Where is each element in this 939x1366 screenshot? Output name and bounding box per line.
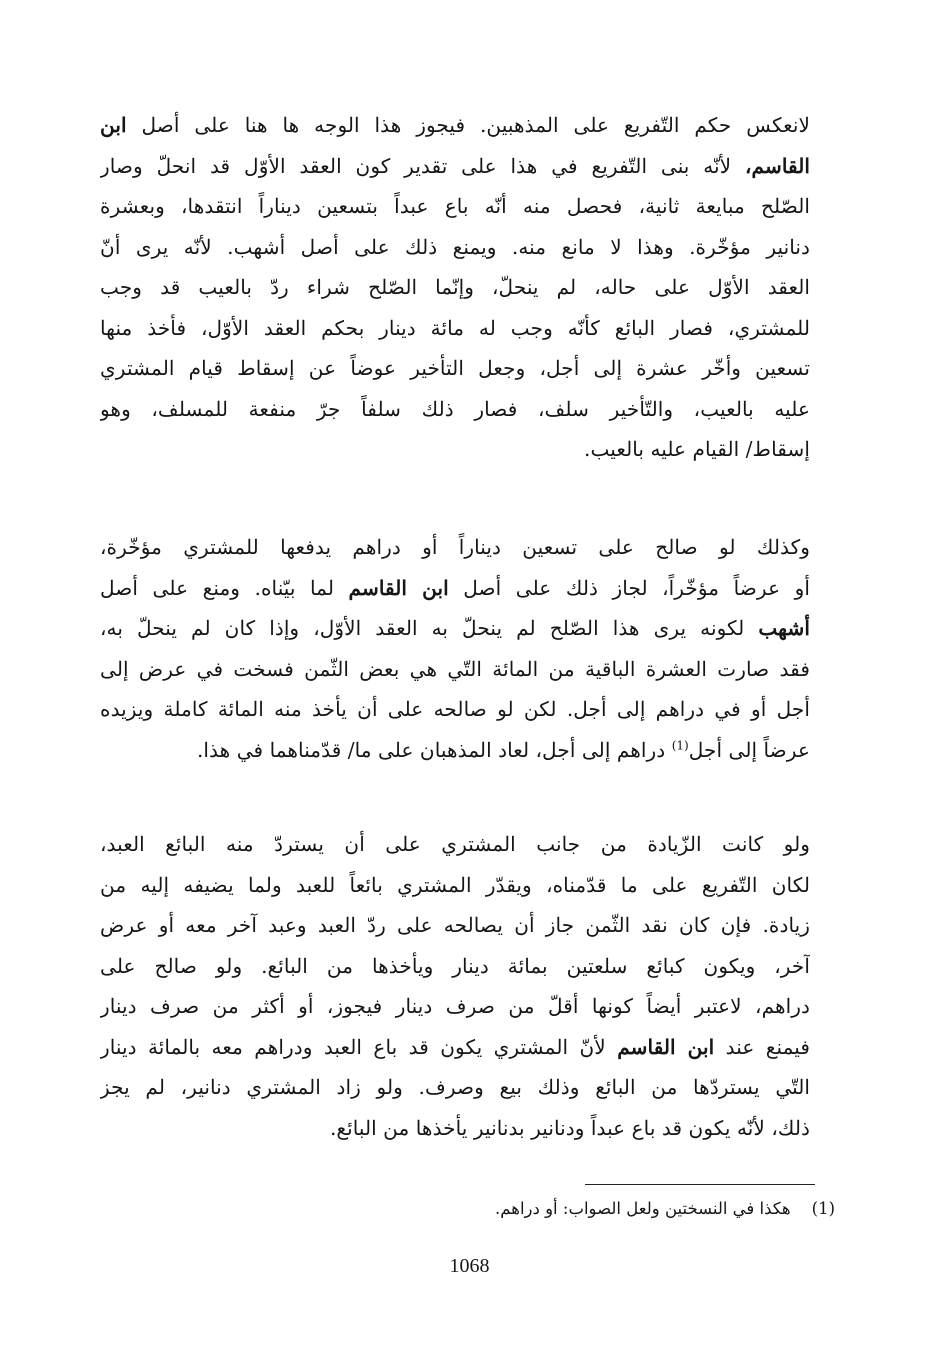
text-line: [100, 186, 810, 227]
page-number: 1068: [449, 1255, 490, 1277]
text-line: [100, 649, 810, 690]
text-line: [100, 608, 810, 649]
text-line: [100, 146, 810, 187]
text-line: [100, 730, 810, 771]
text-segment: فيمنع عند: [714, 1034, 810, 1059]
text-segment: فقد صارت العشرة الباقية من المائة التّي هي بعض الثّمن فسخت في عرض إلى: [100, 656, 810, 681]
text-segment: للمشتري، فصار البائع كأنّه وجب له مائة دينار بحكم العقد الأوّل، فأخذ منها: [100, 315, 810, 340]
text-line: [100, 865, 810, 906]
text-segment: دراهم، لاعتبر أيضاً كونها أقلّ من صرف دينار فيجوز، أو أكثر من صرف دينار: [100, 994, 810, 1018]
text-segment: العقد الأوّل على حاله، لم ينحلّ، وإنّما الصّلح شراء ردّ بالعيب قد وجب: [100, 275, 810, 299]
text-segment: زيادة. فإن كان نقد الثّمن جاز أن يصالحه على ردّ العبد وعبد آخر معه أو عرض: [100, 913, 810, 937]
text-line: [100, 527, 810, 568]
text-segment: إسقاط/ القيام عليه بالعيب.: [584, 437, 810, 461]
text-segment: لكونه يرى هذا الصّلح لم ينحلّ به العقد الأوّل، وإذا كان لم ينحلّ به،: [100, 616, 759, 640]
text-line: [100, 905, 810, 946]
text-line: [100, 429, 810, 470]
text-segment: عليه بالعيب، والتّأخير سلف، فصار ذلك سلفاً جرّ منفعة للمسلف، وهو: [100, 396, 810, 421]
text-segment: أجل أو في دراهم إلى أجل. لكن لو صالحه على أن يأخذ منه المائة كاملة ويزيده: [100, 697, 810, 721]
bold-name: أشهب: [758, 616, 810, 640]
text-line: [100, 105, 810, 146]
text-segment: آخر، ويكون كبائع سلعتين بمائة دينار ويأخذها من البائع. ولو صالح على: [100, 953, 810, 978]
text-segment: دنانير مؤخّرة. وهذا لا مانع منه. ويمنع ذلك على أصل أشهب. لأنّه يرى أنّ: [100, 234, 810, 259]
footnote: [300, 1196, 835, 1222]
text-segment: أو عرضاً مؤخّراً، لجاز ذلك على أصل: [448, 575, 810, 600]
text-line: [100, 308, 810, 349]
paragraph-1: [100, 105, 810, 470]
bold-name: ابن القاسم: [348, 575, 449, 600]
text-segment: وكذلك لو صالح على تسعين ديناراً أو دراهم يدفعها للمشتري مؤخّرة،: [100, 535, 810, 559]
text-segment: الصّلح مبايعة ثانية، فحصل منه أنّه باع عبداً بتسعين ديناراً انتقدها، وبعشرة: [100, 194, 810, 218]
text-segment: ذلك، لأنّه يكون قد باع عبداً ودنانير بدنانير يأخذها من البائع.: [329, 1115, 810, 1140]
footnote-number: (1): [811, 1199, 835, 1218]
text-line: [100, 348, 810, 389]
footnote-text: هكذا في النسختين ولعل الصواب: أو دراهم.: [495, 1199, 791, 1218]
text-segment: لانعكس حكم التّفريع على المذهبين. فيجوز هذا الوجه ها هنا على أصل: [126, 113, 810, 137]
bold-name: ابن: [100, 113, 127, 137]
text-segment: لكان التّفريع على ما قدّمناه، ويقدّر المشتري بائعاً للعبد ولما يضيفه إليه من: [100, 872, 810, 897]
text-line: [100, 227, 810, 268]
text-line: [100, 267, 810, 308]
bold-name: القاسم،: [745, 153, 810, 178]
text-segment: التّي يستردّها من البائع وذلك بيع وصرف. ولو زاد المشتري دنانير، لم يجز: [100, 1075, 810, 1099]
text-line: [100, 824, 810, 865]
text-segment: لأنّ المشتري يكون قد باع العبد ودراهم معه بالمائة دينار: [100, 1034, 618, 1059]
text-line: [100, 1067, 810, 1108]
text-line: [100, 1027, 810, 1068]
text-line: [100, 946, 810, 987]
text-line: [100, 389, 810, 430]
text-segment: دراهم إلى أجل، لعاد المذهبان على ما/ قدّمناهما في هذا.: [197, 737, 672, 762]
paragraph-3: [100, 824, 810, 1148]
text-line: [100, 1108, 810, 1149]
text-line: [100, 568, 810, 609]
text-segment: عرضاً إلى أجل: [688, 737, 810, 762]
text-segment: لما بيّناه. ومنع على أصل: [100, 575, 349, 600]
footnote-separator: [585, 1184, 815, 1185]
text-segment: لأنّه بنى التّفريع في هذا على تقدير كون العقد الأوّل قد انحلّ وصار: [100, 153, 745, 178]
text-segment: ولو كانت الزّيادة من جانب المشتري على أن يستردّ منه البائع العبد،: [100, 832, 810, 856]
bold-name: ابن القاسم: [617, 1034, 715, 1059]
text-segment: تسعين وأخّر عشرة إلى أجل، وجعل التأخير عوضاً عن إسقاط قيام المشتري: [100, 356, 810, 380]
paragraph-2: [100, 527, 810, 770]
footnote-reference: (1): [671, 737, 689, 752]
text-line: [100, 689, 810, 730]
text-line: [100, 986, 810, 1027]
